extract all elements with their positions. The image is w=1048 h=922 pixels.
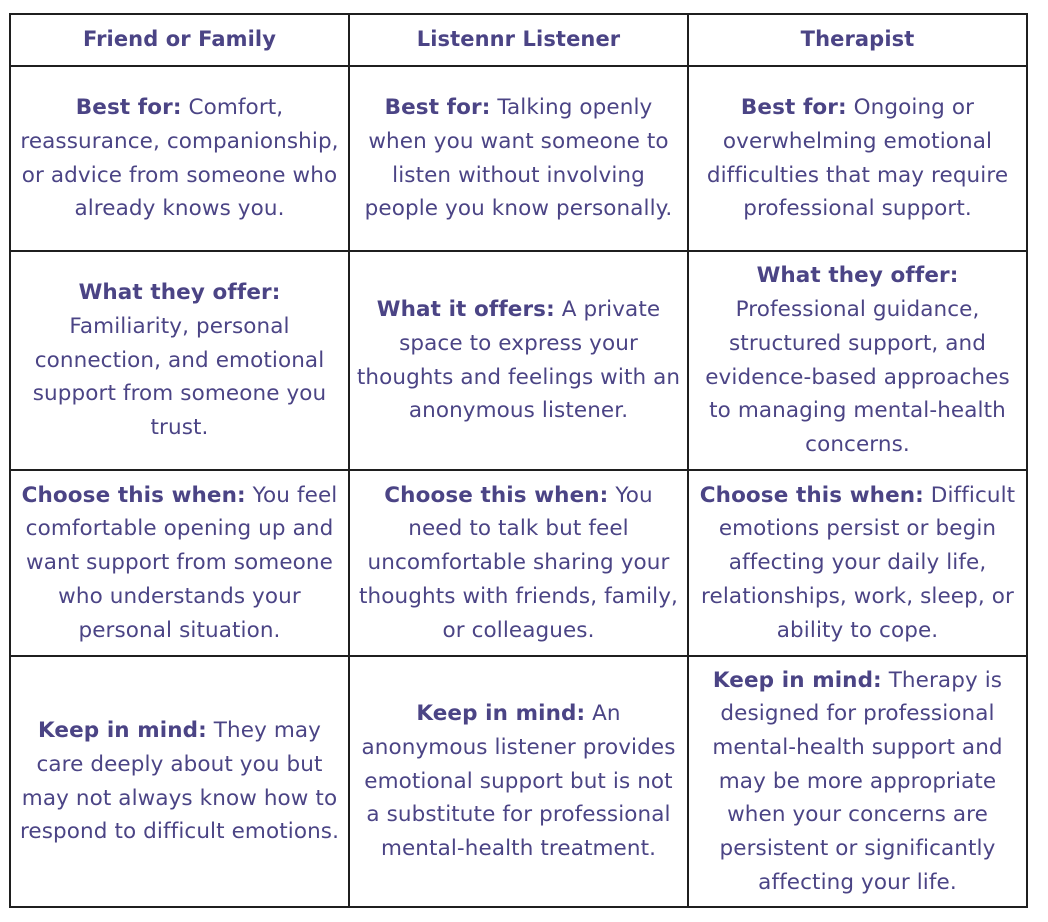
cell-label: What it offers: xyxy=(376,297,555,323)
cell-label: What they offer: xyxy=(78,280,281,306)
row-what-they-offer xyxy=(10,251,1027,470)
header-friend-or-family: Friend or Family xyxy=(10,14,349,66)
cell-text: Ongoing or overwhelming emotional difficulties that may require professional support. xyxy=(706,95,1009,222)
cell-label: Best for: xyxy=(75,95,182,121)
cell-label: Keep in mind: xyxy=(712,667,882,693)
row-choose-this-when xyxy=(10,470,1027,656)
cell-friend-choose xyxy=(10,470,349,656)
header-therapist: Therapist xyxy=(688,14,1027,66)
row-keep-in-mind xyxy=(10,656,1027,907)
cell-listener-keep-in-mind xyxy=(349,656,688,907)
cell-label: Best for: xyxy=(740,95,847,121)
cell-text: You need to talk but feel uncomfortable sharing your thoughts with friends, family, or colleagues. xyxy=(359,482,678,643)
cell-therapist-best-for xyxy=(688,66,1027,251)
cell-label: Choose this when: xyxy=(384,482,609,508)
cell-text: They may care deeply about you but may not always know how to respond to difficult emotions. xyxy=(19,718,340,845)
cell-text: A private space to express your thoughts and feelings with an anonymous listener. xyxy=(356,297,681,424)
cell-text: Familiarity, personal connection, and emotional support from someone you trust. xyxy=(32,313,327,441)
cell-therapist-offer xyxy=(688,251,1027,470)
cell-label: Choose this when: xyxy=(699,482,924,508)
cell-label: Keep in mind: xyxy=(416,701,586,727)
cell-listener-offer xyxy=(349,251,688,470)
cell-text: Difficult emotions persist or begin affecting your daily life, relationships, work, sleep, or ability to cope. xyxy=(701,482,1016,643)
cell-label: Keep in mind: xyxy=(38,718,207,744)
cell-friend-offer xyxy=(10,251,349,470)
cell-friend-best-for xyxy=(10,66,349,251)
cell-text: Talking openly when you want someone to listen without involving people you know personally. xyxy=(364,95,673,222)
cell-label: What they offer: xyxy=(756,263,959,289)
cell-text: Professional guidance, structured support, and evidence-based approaches to managing mental-health concerns. xyxy=(705,297,1010,457)
cell-label: Choose this when: xyxy=(21,482,246,508)
cell-text: Therapy is designed for professional mental-health support and may be more appropriate when your concerns are persistent or significantly affecting your life. xyxy=(712,667,1003,895)
cell-listener-choose xyxy=(349,470,688,656)
cell-text: You feel comfortable opening up and want support from someone who understands your personal situation. xyxy=(25,482,338,643)
header-listennr-listener: Listennr Listener xyxy=(349,14,688,66)
cell-text: Comfort, reassurance, companionship, or advice from someone who already knows you. xyxy=(20,95,339,222)
row-best-for xyxy=(10,66,1027,251)
cell-therapist-keep-in-mind xyxy=(688,656,1027,907)
cell-label: Best for: xyxy=(384,95,491,121)
cell-text: An anonymous listener provides emotional support but is not a substitute for professional mental-health treatment. xyxy=(361,701,676,862)
support-comparison-table xyxy=(9,13,1028,908)
cell-friend-keep-in-mind xyxy=(10,656,349,907)
header-row xyxy=(10,14,1027,66)
cell-therapist-choose xyxy=(688,470,1027,656)
cell-listener-best-for xyxy=(349,66,688,251)
